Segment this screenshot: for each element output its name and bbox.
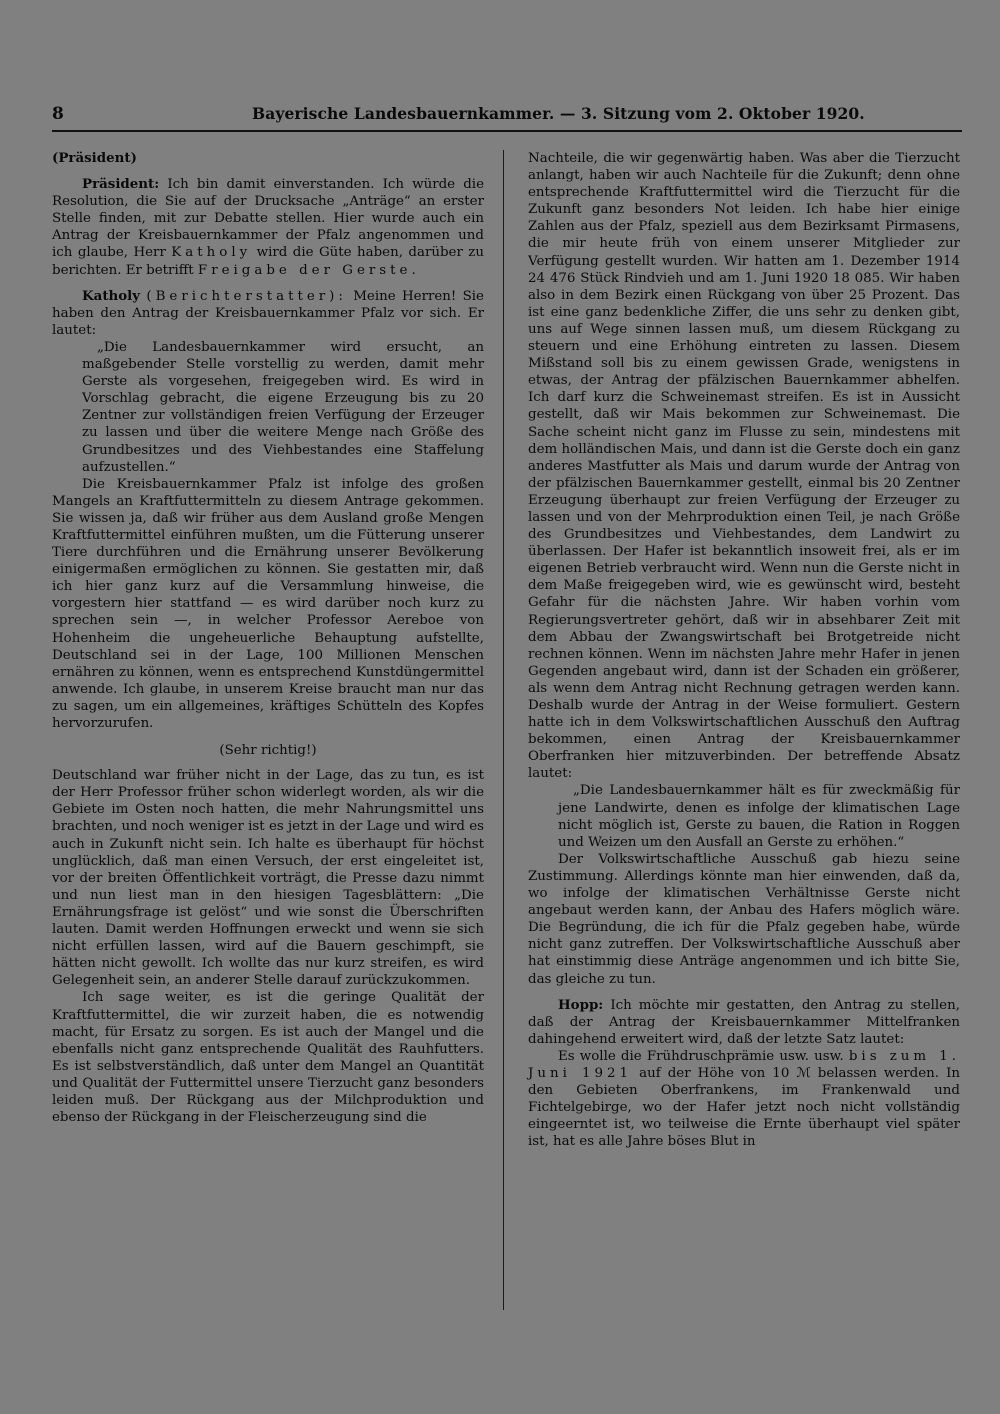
left-column [52,150,484,1126]
paragraph: Die Kreisbauernkammer Pfalz ist infolge des großen Mangels an Kraftfuttermitteln zu diesem Antrage gekommen. Sie wissen ja, daß wir früher aus dem Ausland große Mengen Kraftfuttermittel einführen mußten, um die Fütterung unserer Tiere durchführen und die Ernährung unserer Bevölkerung einigermaßen ermöglichen zu können. Sie gestatten mir, daß ich hier ganz kurz auf die Versammlung hinweise, die vorgestern hier stattfand — es wird darüber noch kurz zu sprechen sein —, in welcher Professor Aereboe von Hohenheim die ungeheuerliche Behauptung aufstellte, Deutschland sei in der Lage, 100 Millionen Menschen ernähren zu können, wenn es entsprechend Kunstdüngermittel anwende. Ich glaube, in unserem Kreise braucht man nur das zu sagen, um ein allgemeines, kräftiges Schütteln des Kopfes hervorzurufen. [52,476,484,731]
running-title: Bayerische Landesbauernkammer. — 3. Sitzung vom 2. Oktober 1920. [252,104,865,123]
right-column [528,150,960,1150]
page-number: 8 [52,104,64,124]
speaker-role: (Berichterstatter): [146,288,347,304]
paragraph-text: auf der Höhe von 10 ℳ belassen werden. In den Gebieten Oberfrankens, im Frankenwald und Fichtelgebirge, wo der Hafer jetzt noch nicht vollständig eingeerntet ist, wo teilweise die Ernte überhaupt viel später ist, hat es alle Jahre böses Blut in [528,1065,960,1150]
speaker-name: Hopp: [558,996,604,1013]
paragraph: Der Volkswirtschaftliche Ausschuß gab hiezu seine Zustimmung. Allerdings könnte man hier einwenden, daß da, wo infolge der klimatischen Verhältnisse Gerste nicht angebaut werden kann, der Anbau des Hafers möglich wäre. Die Begründung, die ich für die Pfalz gegeben habe, würde nicht ganz zutreffen. Der Volkswirtschaftliche Ausschuß aber hat einstimmig diese Anträge angenommen und ich bitte Sie, das gleiche zu tun. [528,851,960,987]
paragraph: Nachteile, die wir gegenwärtig haben. Was aber die Tierzucht anlangt, haben wir auch Nachteile für die Zukunft; denn ohne entsprechende Kraftfuttermittel wird die Tierzucht für die Zukunft ganz besonders Not leiden. Ich habe hier einige Zahlen aus der Pfalz, speziell aus dem Bezirksamt Pirmasens, die mir heute früh von einem unserer Mitglieder zur Verfügung gestellt wurden. Wir hatten am 1. Dezember 1914 24 476 Stück Rindvieh und am 1. Juni 1920 18 085. Wir haben also in dem Bezirk einen Rückgang von über 25 Prozent. Das ist eine ganz bedenkliche Ziffer, die uns sehr zu denken gibt, uns auf Wege sinnen lassen muß, um diesem Rückgang zu steuern und eine Erhöhung eintreten zu lassen. Diesem Mißstand soll bis zu einem gewissen Grade, wenigstens in etwas, der Antrag der pfälzischen Bauernkammer abhelfen. Ich darf kurz die Schweinemast streifen. Es ist in Aussicht gestellt, daß wir Mais bekommen zur Schweinemast. Die Sache scheint nicht ganz im Flusse zu sein, mindestens mit dem holländischen Mais, und dann ist die Gerste doch ein ganz anderes Mastfutter als Mais und darum wurde der Antrag von der pfälzischen Bauernkammer gestellt, einmal bis 20 Zentner Erzeugung überhaupt zur freien Verfügung der Erzeuger zu lassen und von der Mehrproduktion einen Teil, je nach Größe des Grundbesitzes und Viehbestandes, dem Landwirt zu überlassen. Der Hafer ist bekanntlich insoweit frei, als er im eigenen Betrieb verbraucht wird. Wenn nun die Gerste nicht in dem Maße freigegeben wird, wie es gewünscht wird, besteht Gefahr für die nächsten Jahre. Wir haben vorhin vom Regierungsvertreter gehört, daß wir in absehbarer Zeit mit dem Abbau der Zwangswirtschaft bei Brotgetreide nicht rechnen können. Wenn im nächsten Jahre mehr Hafer in jenen Gegenden angebaut wird, dann ist der Schaden ein größerer, als wenn dem Antrag nicht Rechnung getragen werden kann. Deshalb wurde der Antrag in der Weise formuliert. Gestern hatte ich in dem Volkswirtschaftlichen Ausschuß den Auftrag bekommen, einen Antrag der Kreisbauernkammer Oberfranken hier mitzuverbinden. Der betreffende Absatz lautet: [528,151,960,782]
emphasized-date: bis zum 1. Juni 1921 [528,1048,960,1081]
paragraph [528,1048,960,1151]
agenda-topic: Freigabe der Gerste. [197,262,420,278]
page-header [52,104,954,132]
paragraph-text: wird die Güte haben, darüber zu berichten. Er betrifft [52,245,484,278]
speaker-name: Katholy [82,287,141,304]
paragraph: Deutschland war früher nicht in der Lage, das zu tun, es ist der Herr Professor früher schon widerlegt worden, als wir die Gebiete im Osten noch hatten, die mehr Nahrungsmittel uns brachten, und noch weniger ist es jetzt in der Lage und wird es auch in Zukunft nicht sein. Ich halte es überhaupt für höchst unglücklich, daß man einen Versuch, der erst eingeleitet ist, vor der breiten Öffentlichkeit vorträgt, die Presse dazu nimmt und nun liest man in den hiesigen Tagesblättern: „Die Ernährungsfrage ist gelöst“ und wie sonst die Überschriften lauten. Damit werden Hoffnungen erweckt und wenn sie sich nicht erfüllen lassen, wird auf die Bauern geschimpft, sie hätten nicht gewollt. Ich wollte das nur kurz streifen, es wird Gelegenheit sein, an anderer Stelle darauf zurückzukommen. [52,768,484,989]
quoted-motion: „Die Landesbauernkammer wird ersucht, an maßgebender Stelle vorstellig zu werden, damit mehr Gerste als vorgesehen, freigegeben wird. Es wird in Vorschlag gebracht, die eigene Erzeugung bis zu 20 Zentner zur vollständigen freien Verfügung der Erzeuger zu lassen und über die weitere Menge nach Größe des Grundbesitzes und des Viehbestandes eine Staffelung aufzustellen.“ [82,339,484,475]
section-label: (Präsident) [52,150,137,166]
header-rule [52,130,962,132]
paragraph: Ich sage weiter, es ist die geringe Qualität der Kraftfuttermittel, die wir zurzeit haben, die es notwendig macht, für Ersatz zu sorgen. Es ist auch der Mangel und die ebenfalls nicht ganz entsprechende Qualität des Rauhfutters. Es ist selbstverständlich, daß unter dem Mangel an Quantität und Qualität der Futtermittel unsere Tierzucht ganz besonders leiden muß. Der Rückgang aus der Milchproduktion und ebenso der Rückgang in der Fleischerzeugung sind die [52,990,484,1126]
paragraph-text: Meine Herren! Sie haben den Antrag der Kreisbauernkammer Pfalz vor sich. Er lautet: [52,288,484,338]
column-divider [503,150,504,1310]
speaker-name: Präsident: [82,176,160,193]
paragraph-president [52,176,484,279]
paragraph-hopp [528,997,960,1048]
interjection: (Sehr richtig!) [219,743,317,759]
paragraph-text: Es wolle die Frühdruschprämie usw. usw. [558,1048,844,1064]
quoted-motion: „Die Landesbauernkammer hält es für zweckmäßig für jene Landwirte, denen es infolge der klimatischen Lage nicht möglich ist, Gerste zu bauen, die Ration in Roggen und Weizen um den Ausfall an Gerste zu erhöhen.“ [558,783,960,850]
paragraph-text: Ich bin damit einverstanden. Ich würde die Resolution, die Sie auf der Drucksache „Anträge“ an erster Stelle finden, mit zur Debatte stellen. Hier wurde auch ein Antrag der Kreisbauernkammer der Pfalz angenommen und ich glaube, Herr [52,177,484,261]
paragraph-text: Ich möchte mir gestatten, den Antrag zu stellen, daß der Antrag der Kreisbauernkammer Mittelfranken dahingehend erweitert wird, daß der letzte Satz lautet: [528,997,960,1047]
speaker-reference: Katholy [171,245,252,261]
paragraph-katholy [52,288,484,339]
